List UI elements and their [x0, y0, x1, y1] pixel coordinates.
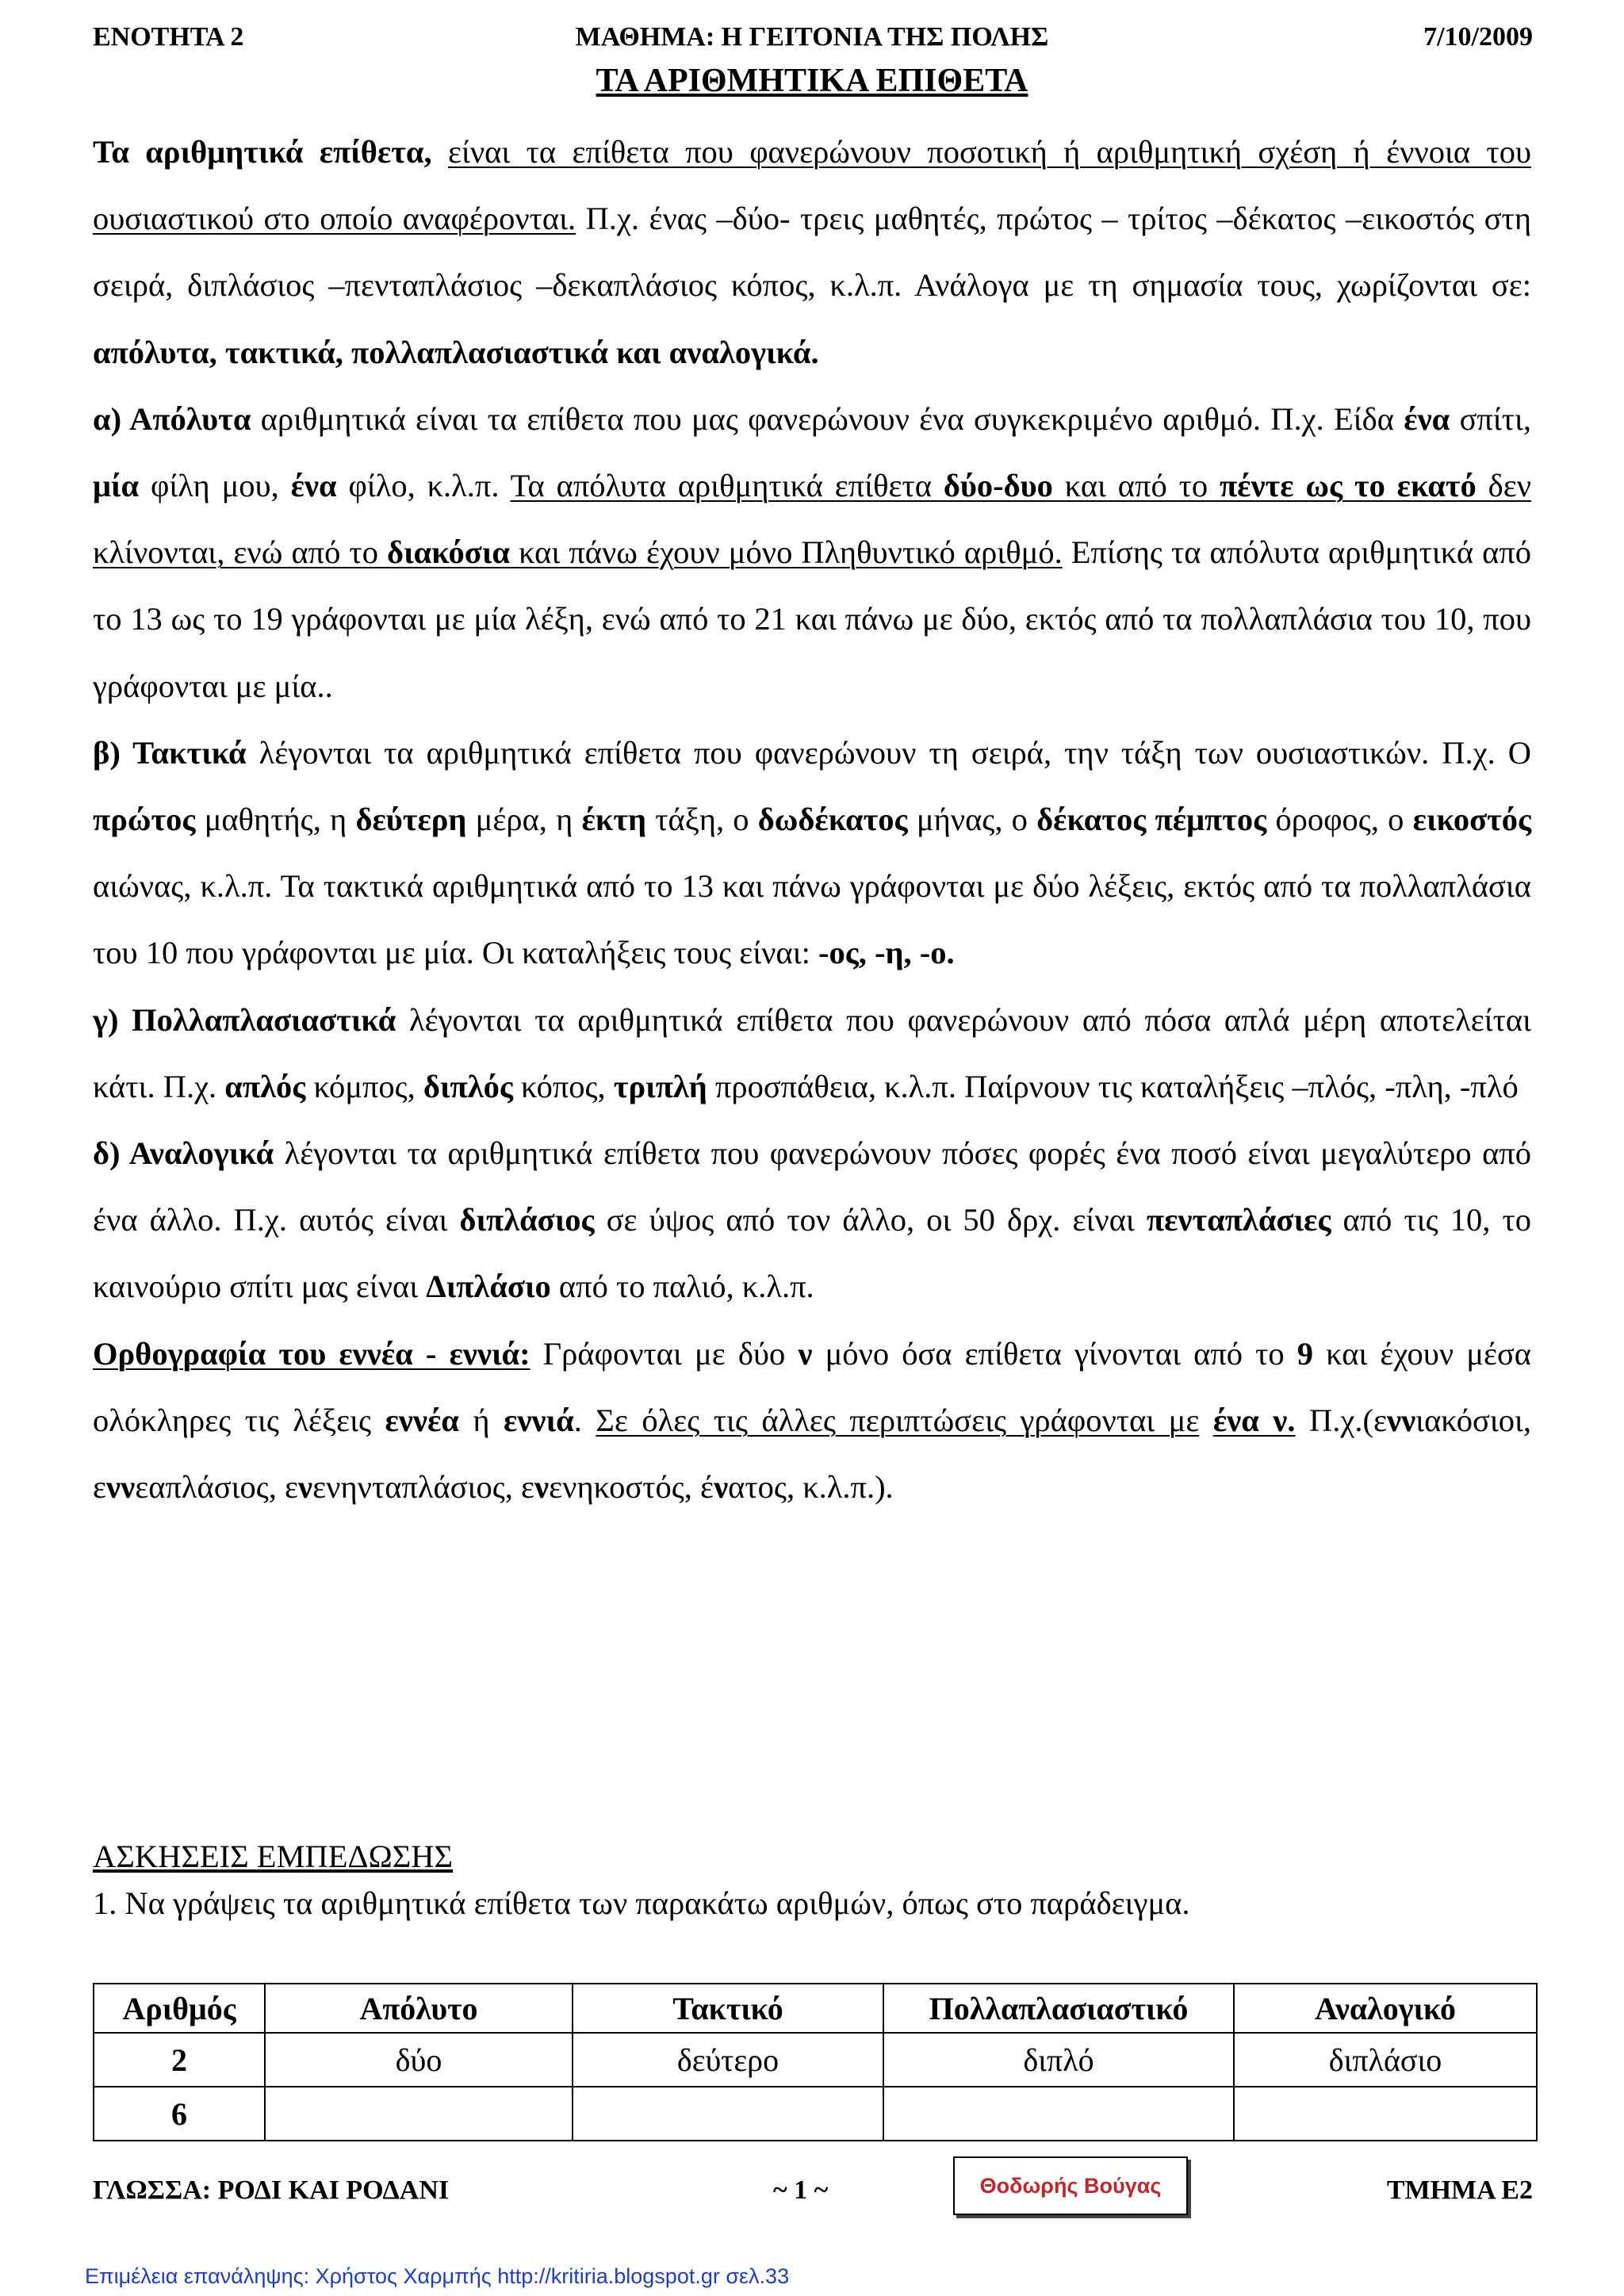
text: κόμπος, — [313, 1068, 416, 1104]
text: . — [573, 1402, 582, 1438]
bold: δεύτερη — [355, 802, 467, 838]
bold: 9 — [1297, 1335, 1314, 1372]
text: μέρα, η — [475, 802, 573, 838]
cell-ordinal-input[interactable] — [573, 2087, 883, 2141]
lesson-body — [93, 119, 1531, 1521]
bold: ν — [534, 1469, 550, 1506]
page-title: ΤΑ ΑΡΙΘΜΗΤΙΚΑ ΕΠΙΘΕΤΑ — [596, 63, 1028, 99]
header-proportional: Αναλογικό — [1234, 1984, 1537, 2033]
bold: διακόσια — [387, 534, 510, 571]
text: Π.χ.(ε — [1309, 1402, 1387, 1438]
header-absolute: Απόλυτο — [265, 1984, 573, 2033]
header-number: Αριθμός — [94, 1984, 265, 2033]
text: όροφος, ο — [1275, 802, 1404, 838]
text: σε ύψος από τον άλλο, οι 50 δρχ. είναι — [606, 1202, 1135, 1238]
underline: Σε όλες τις άλλες περιπτώσεις γράφονται με — [596, 1402, 1200, 1438]
bold: -ος, -η, -ο. — [818, 935, 955, 971]
text: αιώνας, κ.λ.π. Τα τακτικά αριθμητικά από το 13 και πάνω γράφονται με δύο λέξεις, εκτός από τα πολλαπλάσια του 10 που γράφονται με μία. Οι καταλήξεις τους είναι: — [93, 868, 1531, 971]
text: Επίσης τα απόλυτα αριθμητικά από το 13 ως το 19 γράφονται με μία λέξη, ενώ από το 21 και πάνω με δύο, εκτός από τα πολλαπλάσια του 10, που γράφονται με μία.. — [93, 534, 1532, 704]
text: μήνας, ο — [916, 802, 1028, 838]
text: και έχουν μέσα ολόκληρες τις λέξεις — [93, 1335, 1532, 1438]
text: ενηκοστός, έ — [549, 1469, 714, 1506]
bold: εννιά — [504, 1402, 574, 1438]
text: σπίτι, — [1459, 400, 1532, 437]
text: από τις 10, το καινούριο σπίτι μας είναι — [93, 1202, 1532, 1305]
bold: δωδέκατος — [757, 802, 908, 838]
numerals-table — [93, 1983, 1538, 2141]
cell-proportional: διπλάσιο — [1234, 2033, 1537, 2087]
bold: πενταπλάσιες — [1146, 1202, 1331, 1238]
bold: πέντε ως το εκατό — [1219, 468, 1477, 504]
underline-bold: ένα ν. — [1212, 1402, 1296, 1438]
bold: ένα — [290, 468, 337, 504]
text: ατος, κ.λ.π.). — [728, 1469, 894, 1506]
bold: απλός — [224, 1068, 306, 1104]
header-date: 7/10/2009 — [1423, 22, 1533, 52]
table-row — [94, 2033, 1537, 2087]
bold: ν — [714, 1469, 729, 1506]
text: δεν κλίνονται, ενώ από το — [93, 468, 1532, 571]
cell-multiplicative-input[interactable] — [883, 2087, 1234, 2141]
header-ordinal: Τακτικό — [573, 1984, 883, 2033]
cell-absolute-input[interactable] — [265, 2087, 573, 2141]
text: φίλη μου, — [150, 468, 279, 504]
text: από το παλιό, κ.λ.π. — [558, 1269, 814, 1305]
cell-number: 2 — [94, 2033, 265, 2087]
exercise-instruction: 1. Να γράψεις τα αριθμητικά επίθετα των παρακάτω αριθμών, όπως στο παράδειγμα. — [93, 1885, 1190, 1921]
credit-line: Επιμέλεια επανάληψης: Χρήστος Χαρμπής http://kritiria.blogspot.gr σελ.33 — [85, 2264, 790, 2288]
bold: τριπλή — [613, 1068, 707, 1104]
text: λέγονται τα αριθμητικά επίθετα που φανερώνουν από πόσα απλά μέρη αποτελείται κάτι. Π.χ. — [93, 1001, 1531, 1104]
author-box: Θοδωρής Βούγας — [953, 2156, 1188, 2215]
section-multiplicative — [93, 987, 1531, 1120]
bold: δέκατος πέμπτος — [1036, 802, 1267, 838]
intro-classes: απόλυτα, τακτικά, πολλαπλασιαστικά και αναλογικά. — [93, 334, 819, 370]
text: και από το — [1064, 468, 1208, 504]
intro-classes-lead: Ανάλογα με τη σημασία τους, χωρίζονται σε: — [914, 267, 1531, 304]
text: αριθμητικά είναι τα επίθετα που μας φανερώνουν ένα συγκεκριμένο αριθμό. Π.χ. Είδα — [260, 400, 1394, 437]
table-row — [94, 2087, 1537, 2141]
text: ιακόσιοι, ε — [93, 1402, 1532, 1506]
header-lesson: ΜΑΘΗΜΑ: Η ΓΕΙΤΟΝΙΑ ΤΗΣ ΠΟΛΗΣ — [575, 22, 1049, 52]
text: μαθητής, η — [204, 802, 347, 838]
header-unit: ΕΝΟΤΗΤΑ 2 — [93, 22, 244, 52]
section-absolute-head: α) Απόλυτα — [93, 400, 251, 437]
text: φίλο, κ.λ.π. — [348, 468, 500, 504]
page-number: ~ 1 ~ — [773, 2175, 829, 2205]
bold: ένα — [1404, 400, 1450, 437]
text: Τα απόλυτα αριθμητικά επίθετα — [510, 468, 932, 504]
intro-definition: είναι τα επίθετα που φανερώνουν ποσοτική ή αριθμητική σχέση ή έννοια του ουσιαστικού στο οποίο αναφέρονται. — [93, 134, 1532, 237]
bold: διπλάσιος — [459, 1202, 595, 1238]
section-spelling-head: Ορθογραφία του εννέα - εννιά: — [93, 1335, 530, 1372]
bold: Διπλάσιο — [426, 1269, 551, 1305]
text: εαπλάσιος, ε — [135, 1469, 299, 1506]
text: Γράφονται με δύο — [542, 1335, 786, 1372]
cell-proportional-input[interactable] — [1234, 2087, 1537, 2141]
header-multiplicative: Πολλαπλασιαστικό — [883, 1984, 1234, 2033]
bold: μία — [93, 468, 140, 504]
bold: εικοστός — [1412, 802, 1532, 838]
bold: δύο-δυο — [943, 468, 1053, 504]
text: λέγονται τα αριθμητικά επίθετα που φανερώνουν τη σειρά, την τάξη των ουσιαστικών. Π.χ. Ο — [259, 734, 1531, 771]
section-ordinal — [93, 720, 1531, 987]
section-spelling — [93, 1321, 1531, 1521]
text: ενηνταπλάσιος, ε — [312, 1469, 535, 1506]
bold: εννέα — [385, 1402, 459, 1438]
text: λέγονται τα αριθμητικά επίθετα που φανερώνουν πόσες φορές ένα ποσό είναι μεγαλύτερο από ένα άλλο. Π.χ. αυτός είναι — [93, 1135, 1531, 1238]
section-ordinal-head: β) Τακτικά — [93, 734, 247, 771]
bold: ν — [798, 1335, 813, 1372]
bold: έκτη — [581, 802, 647, 838]
text: ή — [473, 1402, 490, 1438]
section-absolute — [93, 386, 1531, 720]
exercises-title: ΑΣΚΗΣΕΙΣ ΕΜΠΕΔΩΣΗΣ — [93, 1839, 454, 1874]
footer-class: ΤΜΗΜΑ Ε2 — [1386, 2175, 1533, 2205]
footer-subject: ΓΛΩΣΣΑ: ΡΟΔΙ ΚΑΙ ΡΟΔΑΝΙ — [93, 2175, 450, 2205]
text: και πάνω έχουν μόνο Πληθυντικό αριθμό. — [519, 534, 1063, 571]
bold: ν — [298, 1469, 313, 1506]
intro-paragraph — [93, 119, 1531, 386]
intro-term: Τα αριθμητικά επίθετα, — [93, 134, 432, 170]
bold: νν — [1386, 1402, 1416, 1438]
text: κόπος, — [521, 1068, 606, 1104]
text: μόνο όσα επίθετα γίνονται από το — [825, 1335, 1285, 1372]
bold: νν — [106, 1469, 136, 1506]
cell-ordinal: δεύτερο — [573, 2033, 883, 2087]
section-multiplicative-head: γ) Πολλαπλασιαστικά — [93, 1001, 396, 1038]
text: τάξη, ο — [655, 802, 749, 838]
text: προσπάθεια, κ.λ.π. Παίρνουν τις καταλήξεις –πλός, -πλη, -πλό — [714, 1068, 1519, 1104]
cell-number: 6 — [94, 2087, 265, 2141]
intro-examples: Π.χ. ένας –δύο- τρεις μαθητές, πρώτος – τρίτος –δέκατος –εικοστός στη σειρά, διπλάσιος –πενταπλάσιος –δεκαπλάσιος κόπος, κ.λ.π. — [93, 201, 1531, 304]
bold: διπλός — [423, 1068, 513, 1104]
bold: πρώτος — [93, 802, 196, 838]
cell-multiplicative: διπλό — [883, 2033, 1234, 2087]
table-header-row — [94, 1984, 1537, 2033]
section-proportional — [93, 1120, 1531, 1321]
cell-absolute: δύο — [265, 2033, 573, 2087]
section-proportional-head: δ) Αναλογικά — [93, 1135, 274, 1172]
